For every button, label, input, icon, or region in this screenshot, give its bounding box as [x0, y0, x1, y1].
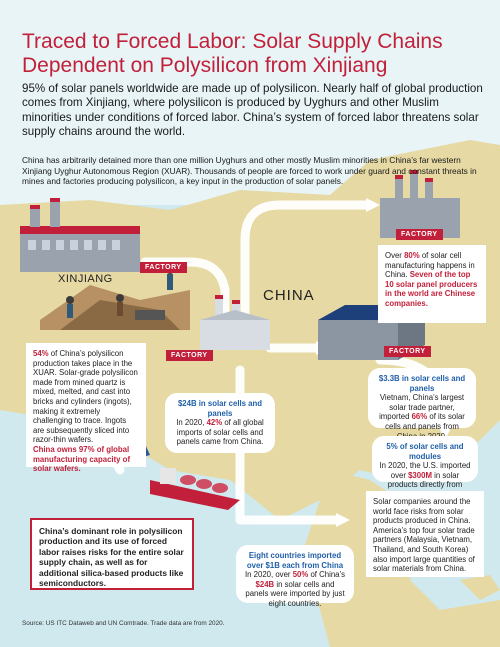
eight-text-c: in solar cells and panels were imported by just eight countries. [245, 579, 345, 608]
solar-companies-text: Solar companies around the world face risks from solar products produced in China. America’s top four solar trade partners (Malaysia, Vietnam, Thailand, and South Korea) also import large quantities of solar materials from China. [373, 497, 475, 574]
polysilicon-info-box [26, 343, 146, 474]
vietnam-heading: $3.3B in solar cells and panels [378, 374, 466, 393]
global-imports-stat: 42% [206, 418, 223, 428]
supply-chain-risk-text: China’s dominant role in polysilicon production and its use of forced labor raises risks for the entire solar supply chain, as well as for additional silica-based products like semiconductors. [39, 526, 184, 589]
us-text-b: in solar products directly from [387, 470, 463, 490]
global-imports-text-a: In 2020, [176, 418, 207, 428]
eight-stat-2: $24B [255, 579, 275, 589]
cell-stat: 80% [404, 251, 420, 260]
eight-text-a: In 2020, over [245, 570, 293, 580]
polysilicon-text: of China’s polysilicon production takes place in the XUAR. Solar-grade polysilicon made from mined quartz is mixed, melted, and cast into bricks and cylinders (ingots), making it extremely challenging to trace. Ingots are subsequently sliced into razor-thin wafers. [33, 349, 138, 445]
global-imports-box [165, 393, 275, 453]
vietnam-box [368, 368, 476, 431]
eight-countries-heading: Eight countries imported over $1B each from China [246, 551, 344, 570]
us-imports-heading: 5% of solar cells and modules [386, 442, 464, 461]
vietnam-text-a: Vietnam, China’s largest solar trade partner, imported [379, 393, 465, 422]
eight-stat: 50% [292, 570, 309, 580]
us-stat: $300M [408, 470, 432, 480]
china-label: CHINA [263, 287, 315, 304]
vietnam-stat: 66% [411, 412, 428, 422]
intro-paragraph: 95% of solar panels worldwide are made up of polysilicon. Nearly half of global production comes from Xinjiang, where polysilicon is produced by Uyghurs and other Muslim minorities under conditions of forced labor. China’s system of forced labor threatens solar supply chains around the world. [22, 82, 483, 139]
cell-text-b: of solar cell manufacturing happens in China. [385, 251, 475, 280]
global-imports-heading: $24B in solar cells and panels [177, 399, 263, 418]
eight-countries-box [236, 545, 354, 608]
solar-companies-box [366, 491, 484, 577]
supply-chain-risk-box [30, 518, 194, 590]
factory-tag-xinjiang: FACTORY [140, 262, 187, 273]
factory-tag-cells: FACTORY [396, 229, 443, 240]
cell-manufacturing-box [378, 245, 486, 323]
page-title: Traced to Forced Labor: Solar Supply Chains Dependent on Polysilicon from Xinjiang [22, 30, 443, 77]
source-note: Source: US ITC Dataweb and UN Comtrade. Trade data are from 2020. [22, 620, 225, 627]
eight-text-b: of China’s [308, 570, 345, 580]
factory-tag-panels: FACTORY [384, 346, 431, 357]
us-imports-box [372, 436, 478, 490]
global-imports-text-b: of all global imports of solar cells and panels came from China. [176, 418, 264, 447]
top-producers-text: Seven of the top 10 solar panel producers in the world are Chinese companies. [385, 270, 478, 308]
vietnam-text-b: of its solar cells and panels from [385, 412, 465, 431]
detention-paragraph: China has arbitrarily detained more than one million Uyghurs and other mostly Muslim minorities in China’s far western Xinjiang Uyghur Autonomous Region (XUAR). Thousands of people are forced to work under guard and constant threats in mines and factories producing polysilicon, a key input in the production of solar panels. [22, 155, 477, 187]
factory-tag-polysilicon: FACTORY [166, 350, 213, 361]
us-text-a: In 2020, the U.S. imported over [379, 461, 471, 480]
xinjiang-label: XINJIANG [58, 273, 113, 285]
wafer-capacity-text: China owns 97% of global manufacturing capacity of solar wafers. [33, 444, 131, 474]
polysilicon-stat: 54% [33, 349, 49, 358]
cell-text-a: Over [385, 251, 405, 260]
